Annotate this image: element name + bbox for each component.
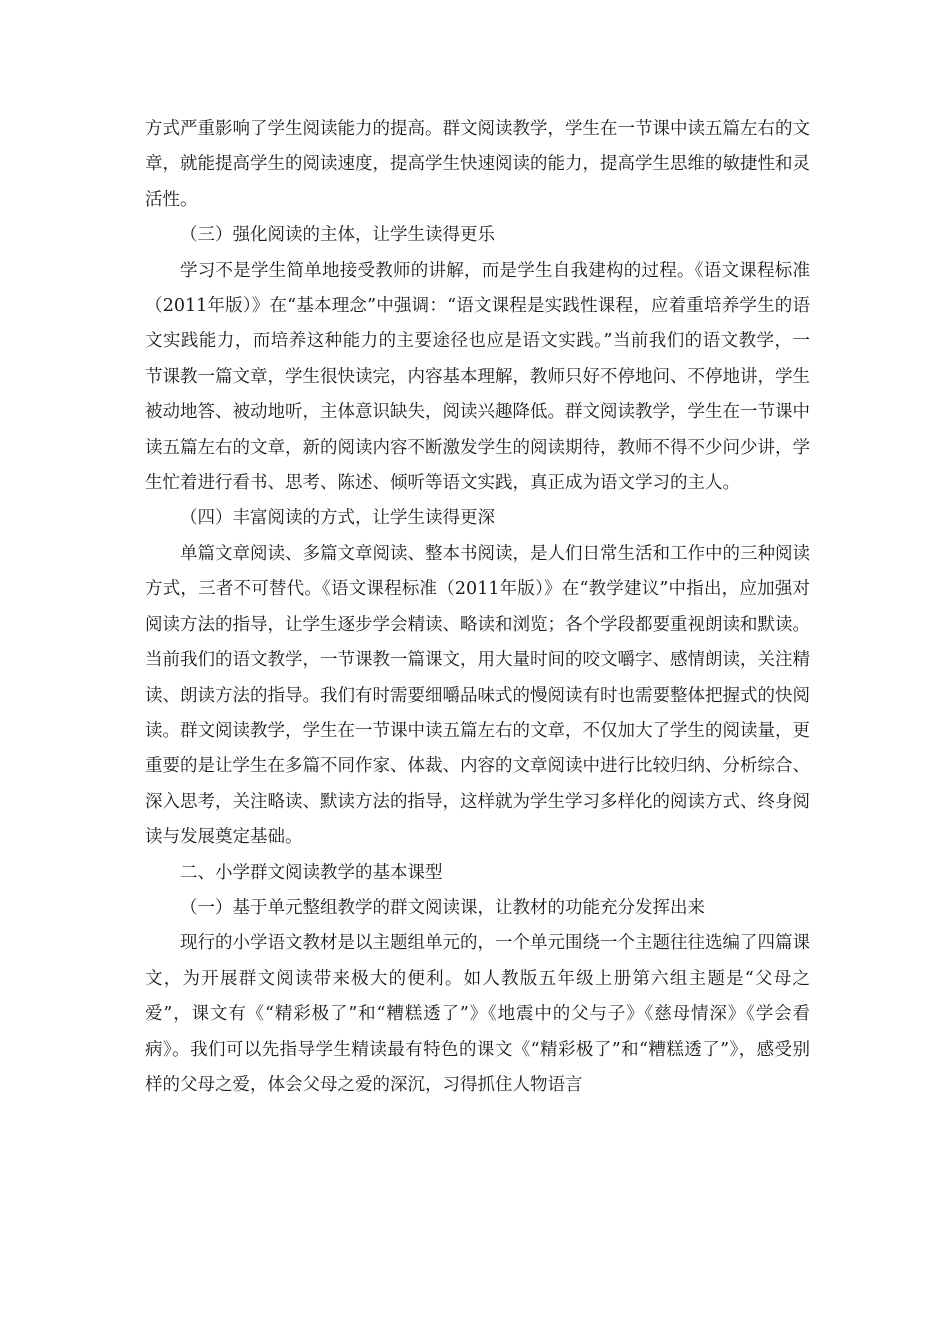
section-heading-1: （一）基于单元整组教学的群文阅读课，让教材的功能充分发挥出来: [180, 897, 705, 918]
paragraph-unit-teaching: 现行的小学语文教材是以主题组单元的，一个单元围绕一个主题往往选编了四篇课文，为开展群文阅读带来极大的便利。如人教版五年级上册第六组主题是“父母之爱”，课文有《“精彩极了”和“糟糕透了”》《地震中的父与子》《慈母情深》《学会看病》。我们可以先指导学生精读最有特色的课文《“精彩极了”和“糟糕透了”》，感受别样的父母之爱，体会父母之爱的深沉，习得抓住人物语言: [145, 933, 810, 1095]
section-heading-4: （四）丰富阅读的方式，让学生读得更深: [180, 508, 495, 529]
document-page: [145, 112, 810, 1103]
section-heading-3: （三）强化阅读的主体，让学生读得更乐: [180, 225, 495, 246]
paragraph-reading-methods: 单篇文章阅读、多篇文章阅读、整本书阅读，是人们日常生活和工作中的三种阅读方式，三者不可替代。《语文课程标准（2011年版）》在“教学建议”中指出，应加强对阅读方法的指导，让学生逐步学会精读、略读和浏览；各个学段都要重视朗读和默读。当前我们的语文教学，一节课教一篇课文，用大量时间的咬文嚼字、感情朗读，关注精读、朗读方法的指导。我们有时需要细嚼品味式的慢阅读有时也需要整体把握式的快阅读。群文阅读教学，学生在一节课中读五篇左右的文章，不仅加大了学生的阅读量，更重要的是让学生在多篇不同作家、体裁、内容的文章阅读中进行比较归纳、分析综合、深入思考，关注略读、默读方法的指导，这样就为学生学习多样化的阅读方式、终身阅读与发展奠定基础。: [145, 543, 810, 848]
paragraph-continuation: 方式严重影响了学生阅读能力的提高。群文阅读教学，学生在一节课中读五篇左右的文章，就能提高学生的阅读速度，提高学生快速阅读的能力，提高学生思维的敏捷性和灵活性。: [145, 119, 810, 210]
paragraph-reading-subject: 学习不是学生简单地接受教师的讲解，而是学生自我建构的过程。《语文课程标准（2011年版）》在“基本理念”中强调：“语文课程是实践性课程，应着重培养学生的语文实践能力，而培养这种能力的主要途径也应是语文实践。”当前我们的语文教学，一节课教一篇文章，学生很快读完，内容基本理解，教师只好不停地问、不停地讲，学生被动地答、被动地听，主体意识缺失，阅读兴趣降低。群文阅读教学，学生在一节课中读五篇左右的文章，新的阅读内容不断激发学生的阅读期待，教师不得不少问少讲，学生忙着进行看书、思考、陈述、倾听等语文实践，真正成为语文学习的主人。: [145, 260, 810, 494]
chapter-heading-2: 二、小学群文阅读教学的基本课型: [180, 862, 443, 883]
